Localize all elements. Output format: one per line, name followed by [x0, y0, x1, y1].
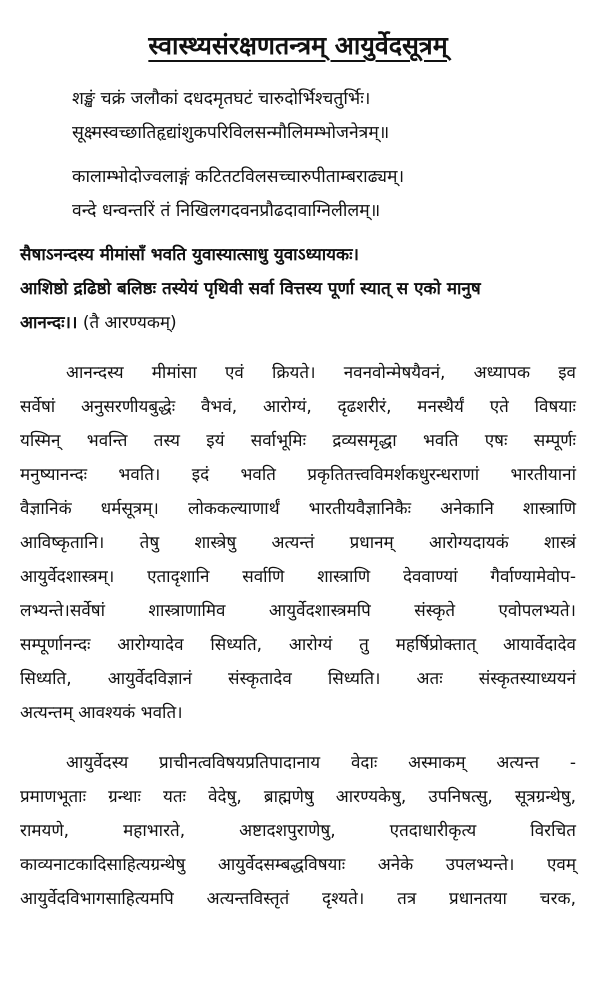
invocation-verse-1 — [20, 82, 576, 150]
invocation-verse-2 — [20, 160, 576, 228]
paragraph-line: मनुष्यानन्दः भवति। इदं भवति प्रकृतितत्त्वविमर्शकधुरन्धराणां भारतीयानां — [20, 465, 576, 485]
paragraph-line: आयुर्वेदशास्त्रम्। एतादृशानि सर्वाणि शास्त्राणि देववाण्यां गैर्वाण्यामेवोप- — [20, 567, 576, 587]
paragraph-1 — [20, 356, 576, 730]
verse-line: शङ्खं चक्रं जलौकां दधदमृतघटं चारुदोर्भिश्चतुर्भिः। — [72, 89, 371, 109]
paragraph-line: वैज्ञानिकं धर्मसूत्रम्। लोककल्याणार्थं भारतीयवैज्ञानिकैः अनेकानि शास्त्राणि — [20, 499, 576, 519]
page-title: स्वास्थ्यसंरक्षणतन्त्रम् आयुर्वेदसूत्रम् — [148, 31, 448, 60]
quote-line: आशिष्ठो द्रढिष्ठो बलिष्ठः तस्येयं पृथिवी सर्वा वित्तस्य पूर्णा स्यात् स एको मानुष — [20, 279, 481, 299]
paragraph-line: सम्पूर्णानन्दः आरोग्यादेव सिध्यति, आरोग्यं तु महर्षिप्रोक्तात् आयार्वेदादेव — [20, 635, 576, 655]
paragraph-line: सिध्यति, आयुर्वेदविज्ञानं संस्कृतादेव सिध्यति। अतः संस्कृतस्याध्ययनं — [20, 669, 576, 689]
quote-bold-text: आनन्दः।। — [20, 313, 78, 333]
paragraph-line: अत्यन्तम् आवश्यकं भवति। — [20, 703, 183, 723]
paragraph-line: यस्मिन् भवन्ति तस्य इयं सर्वाभूमिः द्रव्यसमृद्धा भवति एषः सम्पूर्णः — [20, 431, 576, 451]
paragraph-line: आयुर्वेदविभागसाहित्यमपि अत्यन्तविस्तृतं दृश्यते। तत्र प्रधानतया चरक, — [20, 889, 576, 909]
paragraph-line: काव्यनाटकादिसाहित्यग्रन्थेषु आयुर्वेदसम्बद्धविषयाः अनेके उपलभ्यन्ते। एवम् — [20, 855, 576, 875]
paragraph-line: आविष्कृतानि। तेषु शास्त्रेषु अत्यन्तं प्रधानम् आरोग्यदायकं शास्त्रं — [20, 533, 576, 553]
paragraph-2 — [20, 746, 576, 916]
paragraph-line: लभ्यन्ते।सर्वेषां शास्त्राणामिव आयुर्वेदशास्त्रमपि संस्कृते एवोपलभ्यते। — [20, 601, 576, 621]
paragraph-line: रामयणे, महाभारते, अष्टादशपुराणेषु, एतदाधारीकृत्य विरचित — [20, 821, 576, 841]
quote-line — [20, 306, 576, 340]
verse-line: सूक्ष्मस्वच्छातिहृद्यांशुकपरिविलसन्मौलिमम्भोजनेत्रम्॥ — [72, 123, 390, 143]
paragraph-line: आयुर्वेदस्य प्राचीनत्वविषयप्रतिपादानाय वेदाः अस्माकम् अत्यन्त - — [66, 753, 576, 773]
paragraph-line: आनन्दस्य मीमांसा एवं क्रियते। नवनवोन्मेषयैवनं, अध्यापक इव — [66, 363, 576, 383]
document-page — [0, 30, 600, 990]
verse-line: वन्दे धन्वन्तरिं तं निखिलगदवनप्रौढदावाग्निलीलम्॥ — [72, 201, 381, 221]
paragraph-line: सर्वेषां अनुसरणीयबुद्धेः वैभवं, आरोग्यं, दृढशरीरं, मनस्थैर्यं एते विषयाः — [20, 397, 576, 417]
quote-source: (तै आरण्यकम्) — [77, 313, 177, 333]
upanishad-quote — [20, 238, 576, 340]
paragraph-line: प्रमाणभूताः ग्रन्थाः यतः वेदेषु, ब्राह्मणेषु आरण्यकेषु, उपनिषत्सु, सूत्रग्रन्थेषु, — [20, 787, 576, 807]
quote-line: सैषाऽनन्दस्य मीमांसाँ भवति युवास्यात्साधु युवाऽध्यायकः। — [20, 245, 359, 265]
verse-line: कालाम्भोदोज्वलाङ्गं कटितटविलसच्चारुपीताम्बराढ्यम्। — [72, 167, 405, 187]
